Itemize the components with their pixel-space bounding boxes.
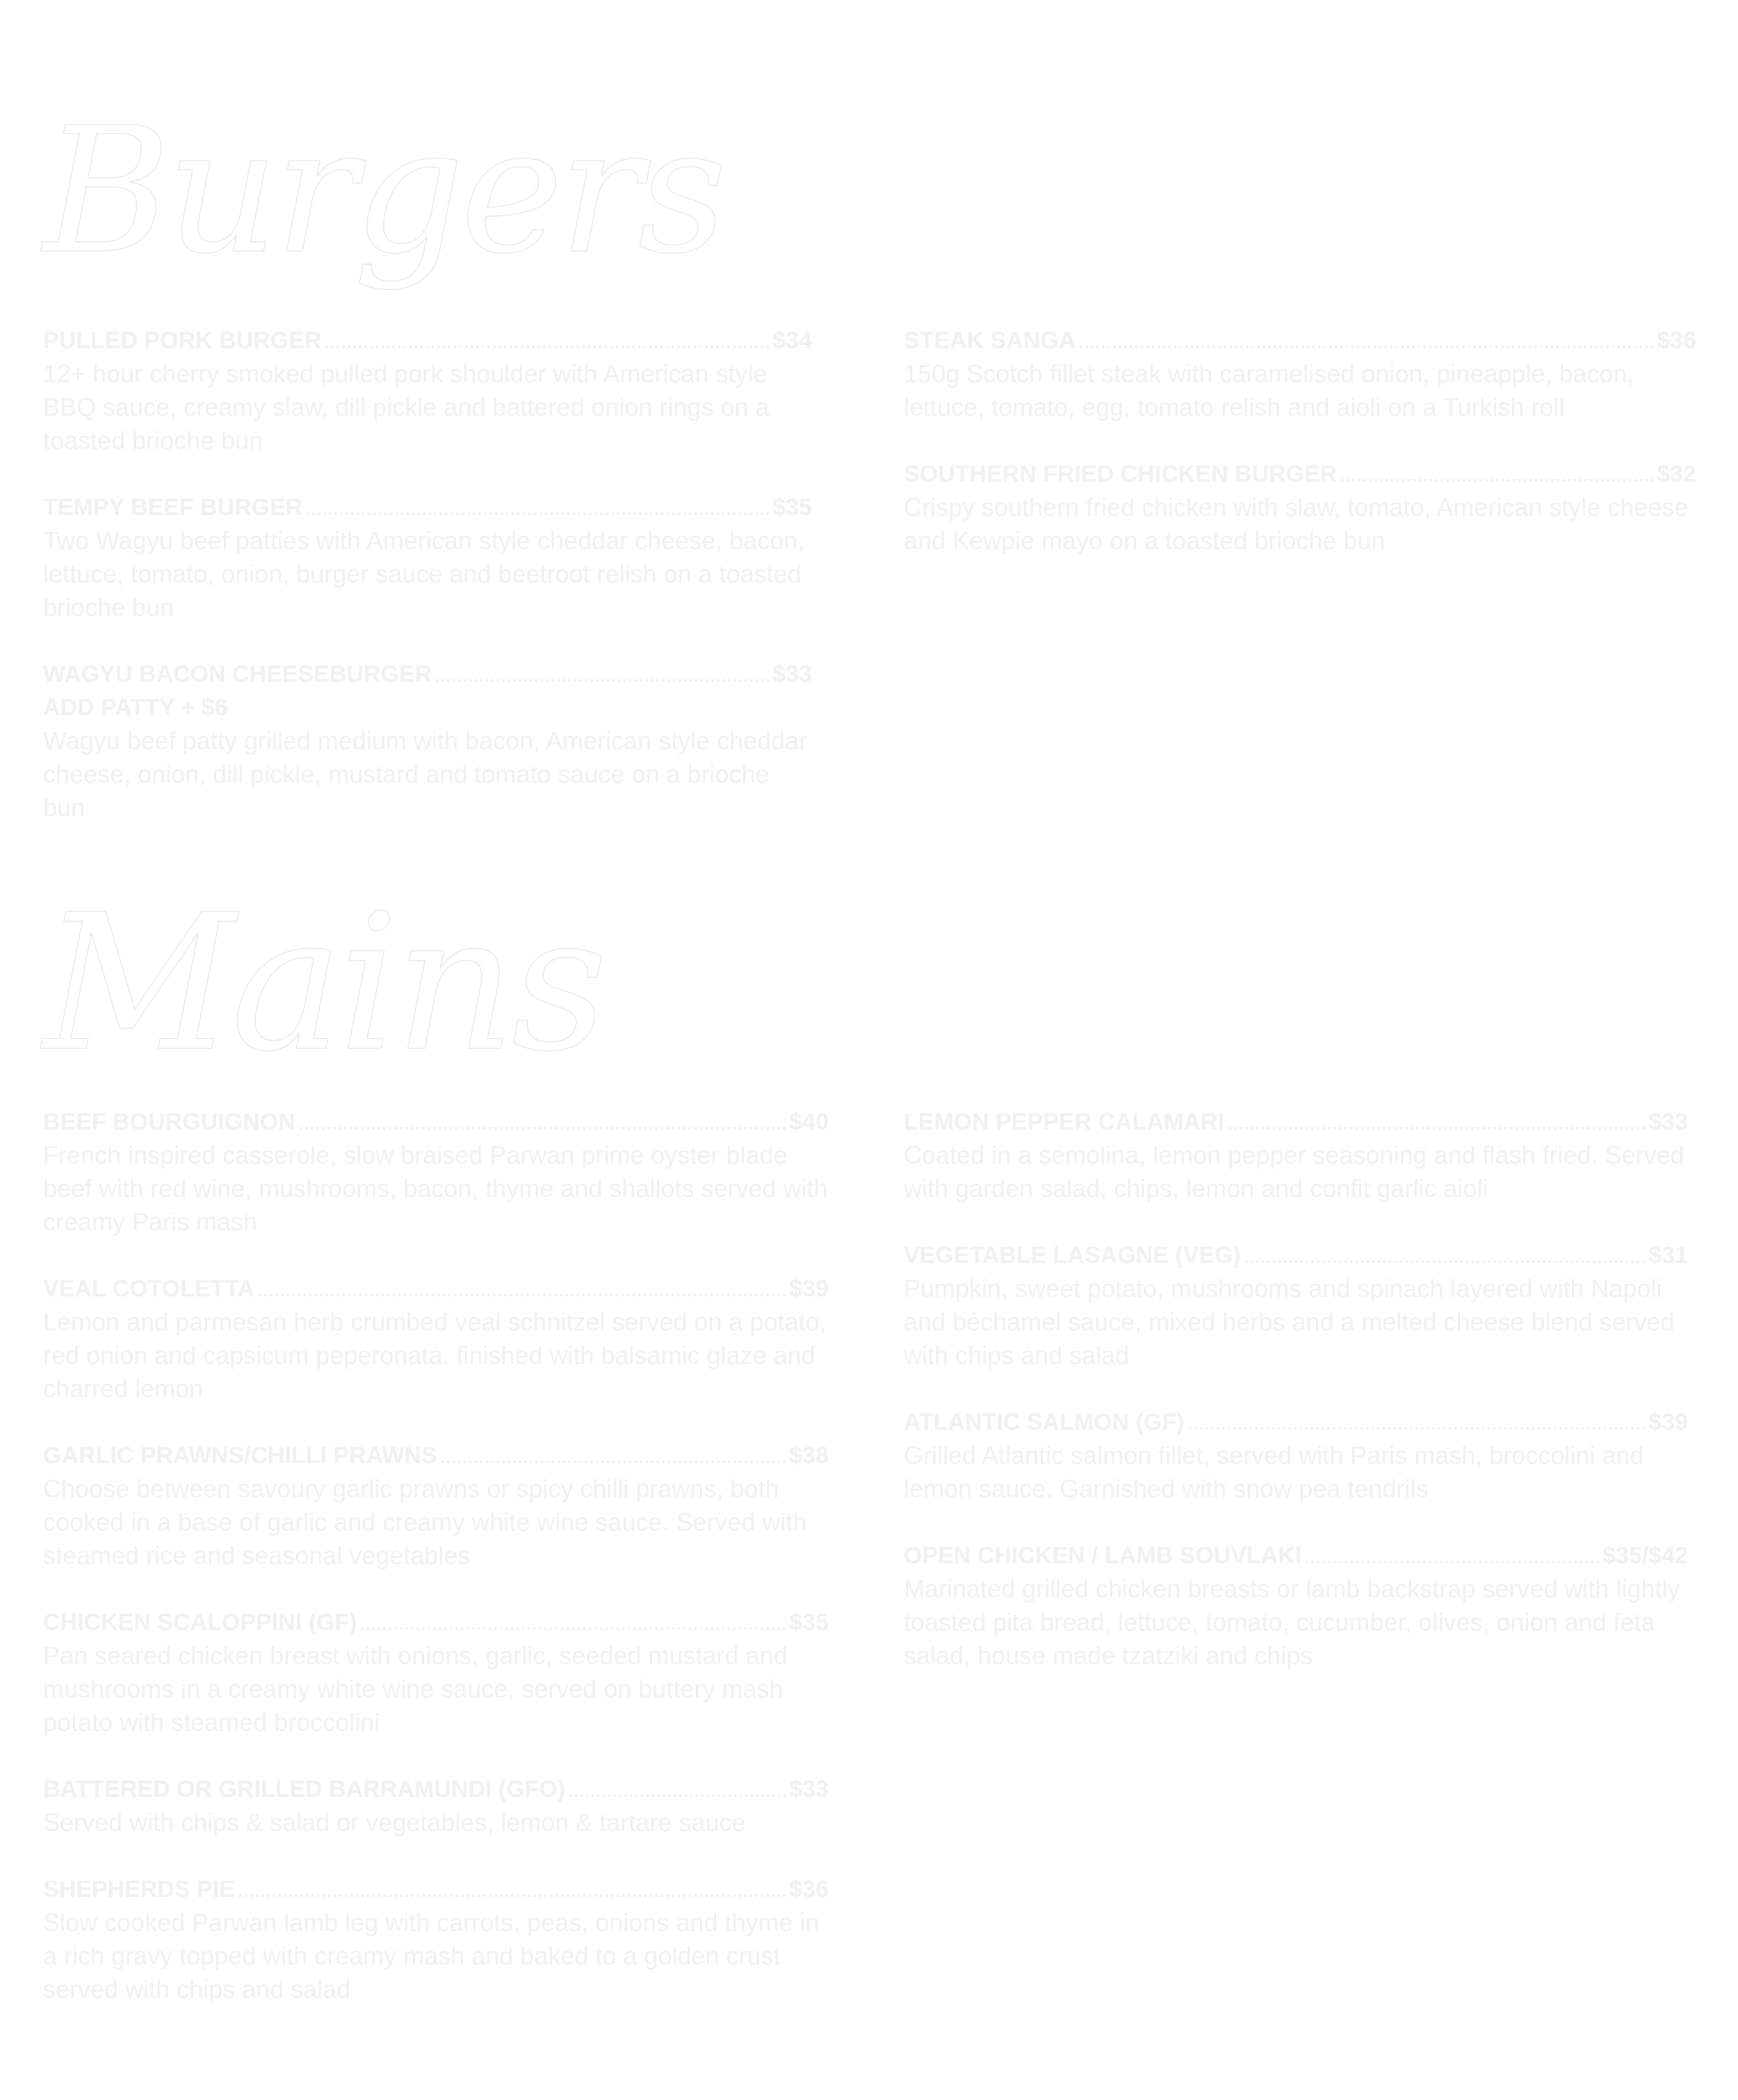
item-price: $34 [772,327,812,354]
menu-item [904,1406,1688,1506]
dot-leader [259,1294,786,1296]
menu-item [904,1239,1688,1372]
dot-leader [361,1627,786,1630]
item-name: BATTERED OR GRILLED BARRAMUNDI (GFO) [43,1776,566,1802]
item-description: French inspired casserole, slow braised Parwan prime oyster blade beef with red wine, mushrooms, bacon, thyme and shallots served with creamy Paris mash [43,1141,828,1236]
item-price: $32 [1657,461,1696,487]
item-price: $40 [789,1109,829,1135]
item-name: VEGETABLE LASAGNE (VEG) [904,1242,1241,1269]
dot-leader [436,679,770,682]
dot-leader [300,1127,787,1130]
dot-leader [1306,1561,1600,1563]
item-price: $35 [789,1609,829,1636]
item-name: VEAL COTOLETTA [43,1276,255,1302]
item-description: Lemon and parmesan herb crumbed veal schnitzel served on a potato, red onion and capsicum peperonata. finished with balsamic glaze and charred lemon [43,1308,827,1403]
item-name: WAGYU BACON CHEESEBURGER [43,661,432,687]
item-description: Crispy southern fried chicken with slaw, tomato, American style cheese and Kewpie mayo on a toasted brioche bun [904,493,1689,555]
item-name: LEMON PEPPER CALAMARI [904,1109,1224,1135]
menu-item [43,1105,829,1239]
item-description: Coated in a semolina, lemon pepper seasoning and flash fried. Served with garden salad, chips, lemon and confit garlic aioli [904,1141,1684,1203]
item-price: $33 [1648,1109,1688,1135]
item-name: TEMPY BEEF BURGER [43,494,303,521]
item-price: $35 [772,494,812,521]
item-description: Served with chips & salad or vegetables, lemon & tartare sauce [43,1808,746,1837]
menu-item [43,658,812,824]
item-price: $36 [789,1876,829,1903]
item-name: OPEN CHICKEN / LAMB SOUVLAKI [904,1543,1302,1569]
menu-item [43,1439,829,1572]
item-name: ATLANTIC SALMON (GF) [904,1409,1185,1435]
menu-item [904,1105,1688,1205]
menu-item [43,1606,829,1739]
item-name: BEEF BOURGUIGNON [43,1109,295,1135]
menu-item [43,1873,829,2006]
item-price: $38 [789,1442,829,1469]
dot-leader [1189,1427,1646,1430]
menu-item [904,1539,1688,1672]
item-price: $33 [772,661,812,687]
menu-item [43,491,812,624]
dot-leader [569,1794,786,1797]
dot-leader [307,512,770,515]
menu-item [43,1272,829,1406]
item-price: $35/$42 [1602,1543,1688,1569]
item-price: $39 [789,1276,829,1302]
dot-leader [1341,479,1654,482]
item-name: PULLED PORK BURGER [43,327,322,354]
item-description: Pumpkin, sweet potato, mushrooms and spinach layered with Napoli and béchamel sauce, mixed herbs and a melted cheese blend served with chips and salad [904,1274,1675,1369]
item-price: $39 [1648,1409,1688,1435]
dot-leader [1245,1260,1646,1263]
item-description: Grilled Atlantic salmon fillet, served with Paris mash, broccolini and lemon sauce. Garnished with snow pea tendrils [904,1441,1644,1503]
item-description: 12+ hour cherry smoked pulled pork shoulder with American style BBQ sauce, creamy slaw, dill pickle and battered onion rings on a toasted brioche bun [43,359,770,455]
item-name: STEAK SANGA [904,327,1076,354]
menu-item [904,457,1696,557]
item-name: GARLIC PRAWNS/CHILLI PRAWNS [43,1442,437,1469]
item-description: Marinated grilled chicken breasts or lamb backstrap served with lightly toasted pita bread, lettuce, tomato, cucumber, olives, onion and feta salad, house made tzatziki and chips [904,1574,1680,1670]
item-price: $31 [1648,1242,1688,1269]
item-description: Wagyu beef patty grilled medium with bacon, American style cheddar cheese, onion, dill pickle, mustard and tomato sauce on a brioche bun [43,726,808,822]
dot-leader [1228,1127,1646,1130]
dot-leader [325,345,770,348]
item-name: CHICKEN SCALOPPINI (GF) [43,1609,357,1636]
item-description: Slow cooked Parwan lamb leg with carrots, peas, onions and thyme in a rich gravy topped with creamy mash and baked to a golden crust served with chips and salad [43,1908,820,2003]
item-description: Pan seared chicken breast with onions, garlic, seeded mustard and mushrooms in a creamy white wine sauce, served on buttery mash potato with steamed broccolini [43,1641,788,1736]
burgers-heading: Burgers [43,90,724,292]
item-price: $36 [1657,327,1696,354]
item-description: Two Wagyu beef patties with American style cheddar cheese, bacon, lettuce, tomato, onion, burger sauce and beetroot relish on a toasted brioche bun [43,526,805,621]
item-name: SHEPHERDS PIE [43,1876,235,1903]
dot-leader [441,1460,787,1463]
menu-item [43,1773,829,1839]
item-description: Choose between savoury garlic prawns or spicy chilli prawns, both cooked in a base of garlic and creamy white wine sauce. Served with steamed rice and seasonal vegetables [43,1474,807,1570]
item-description: 150g Scotch fillet steak with caramelised onion, pineapple, bacon, lettuce, tomato, egg, tomato relish and aioli on a Turkish roll [904,359,1634,421]
dot-leader [239,1894,786,1897]
dot-leader [1080,345,1654,348]
item-addon: ADD PATTY + $6 [43,694,228,721]
menu-item [43,324,812,457]
menu-item [904,324,1696,424]
mains-heading: Mains [43,874,604,1093]
item-price: $33 [789,1776,829,1802]
item-name: SOUTHERN FRIED CHICKEN BURGER [904,461,1338,487]
